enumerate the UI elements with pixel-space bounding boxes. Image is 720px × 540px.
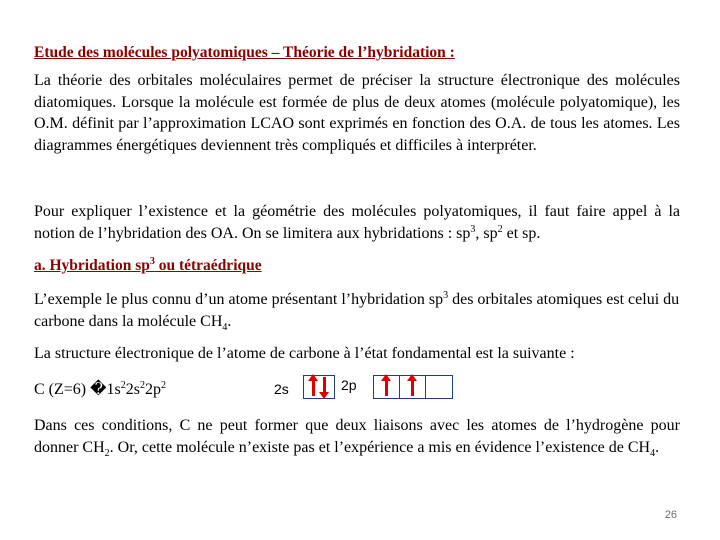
electron-spin-up-arrow: [312, 380, 315, 396]
intro-paragraph: La théorie des orbitales moléculaires permet de préciser la structure électronique des molécules diatomiques. Lorsque la molécule est formée de plus de deux atomes (molécule polyatomique), les O.M. définit par l’approximation LCAO sont exprimés en fonction des O.A. de tous les atomes. Les diagrammes énergétiques deviennent très compliqués et difficiles à interpréter.: [34, 72, 680, 154]
hybridation-tail: et sp.: [502, 224, 541, 242]
example-text: L’exemple le plus connu d’un atome présentant l’hybridation sp: [34, 291, 444, 308]
sp2-exponent: 2: [497, 223, 503, 235]
sp3-exponent: 3: [470, 223, 476, 235]
structure-line: La structure électronique de l’atome de carbone à l’état fondamental est la suivante :: [34, 345, 575, 362]
electron-spin-up-arrow: [411, 380, 414, 396]
orbital-label-2s: 2s: [274, 381, 289, 397]
orbital-box-2p-1: [373, 375, 401, 399]
ch4-subscript: 4: [222, 321, 228, 333]
section-a-exponent: 3: [149, 256, 155, 267]
conclusion-text-2: . Or, cette molécule n’existe pas et l’expérience a mis en évidence l’existence de CH: [109, 438, 651, 456]
example-exponent: 3: [443, 290, 449, 301]
hybridation-paragraph: [34, 201, 680, 244]
section-a-heading: [34, 257, 262, 275]
electron-spin-up-arrow: [385, 380, 388, 396]
page-title: Etude des molécules polyatomiques – Théorie de l’hybridation :: [34, 44, 455, 61]
config-1s: 1s: [106, 381, 121, 398]
config-2p: 2p: [145, 381, 161, 398]
orbital-box-2p-2: [399, 375, 427, 399]
conclusion-text-1: Dans ces conditions, C ne peut former que deux liaisons avec les atomes de l’hydrogène pour donner CH: [34, 417, 680, 456]
config-prefix: C (Z=6): [34, 381, 91, 398]
example-mid: des orbitales atomiques est celui du carbone dans la molécule CH: [34, 291, 680, 330]
config-1s-exponent: 2: [120, 380, 126, 391]
config-2s: 2s: [125, 381, 140, 398]
config-2p-exponent: 2: [161, 380, 166, 391]
hybridation-separator: , sp: [475, 224, 498, 242]
section-a-tail: ou tétraédrique: [154, 257, 262, 274]
config-glyph: �: [90, 381, 107, 398]
conclusion-text-3: .: [655, 438, 660, 456]
ch2-subscript: 2: [104, 447, 110, 459]
orbital-box-2s: [303, 375, 335, 399]
orbital-box-2p-3: [425, 375, 453, 399]
electron-configuration: [34, 379, 166, 399]
conclusion-paragraph: [34, 415, 680, 458]
orbital-label-2p: 2p: [341, 377, 357, 393]
hybridation-text: Pour expliquer l’existence et la géométrie des molécules polyatomiques, il faut faire appel à la notion de l’hybridation des OA. On se limitera aux hybridations : sp: [34, 203, 680, 242]
electron-spin-down-arrow: [323, 377, 326, 393]
example-paragraph: [34, 289, 680, 332]
example-tail: .: [227, 312, 232, 330]
page-number: 26: [664, 509, 677, 521]
ch4-subscript: 4: [650, 447, 656, 459]
section-a-label: a. Hybridation sp: [34, 257, 150, 274]
config-2s-exponent: 2: [140, 380, 145, 391]
